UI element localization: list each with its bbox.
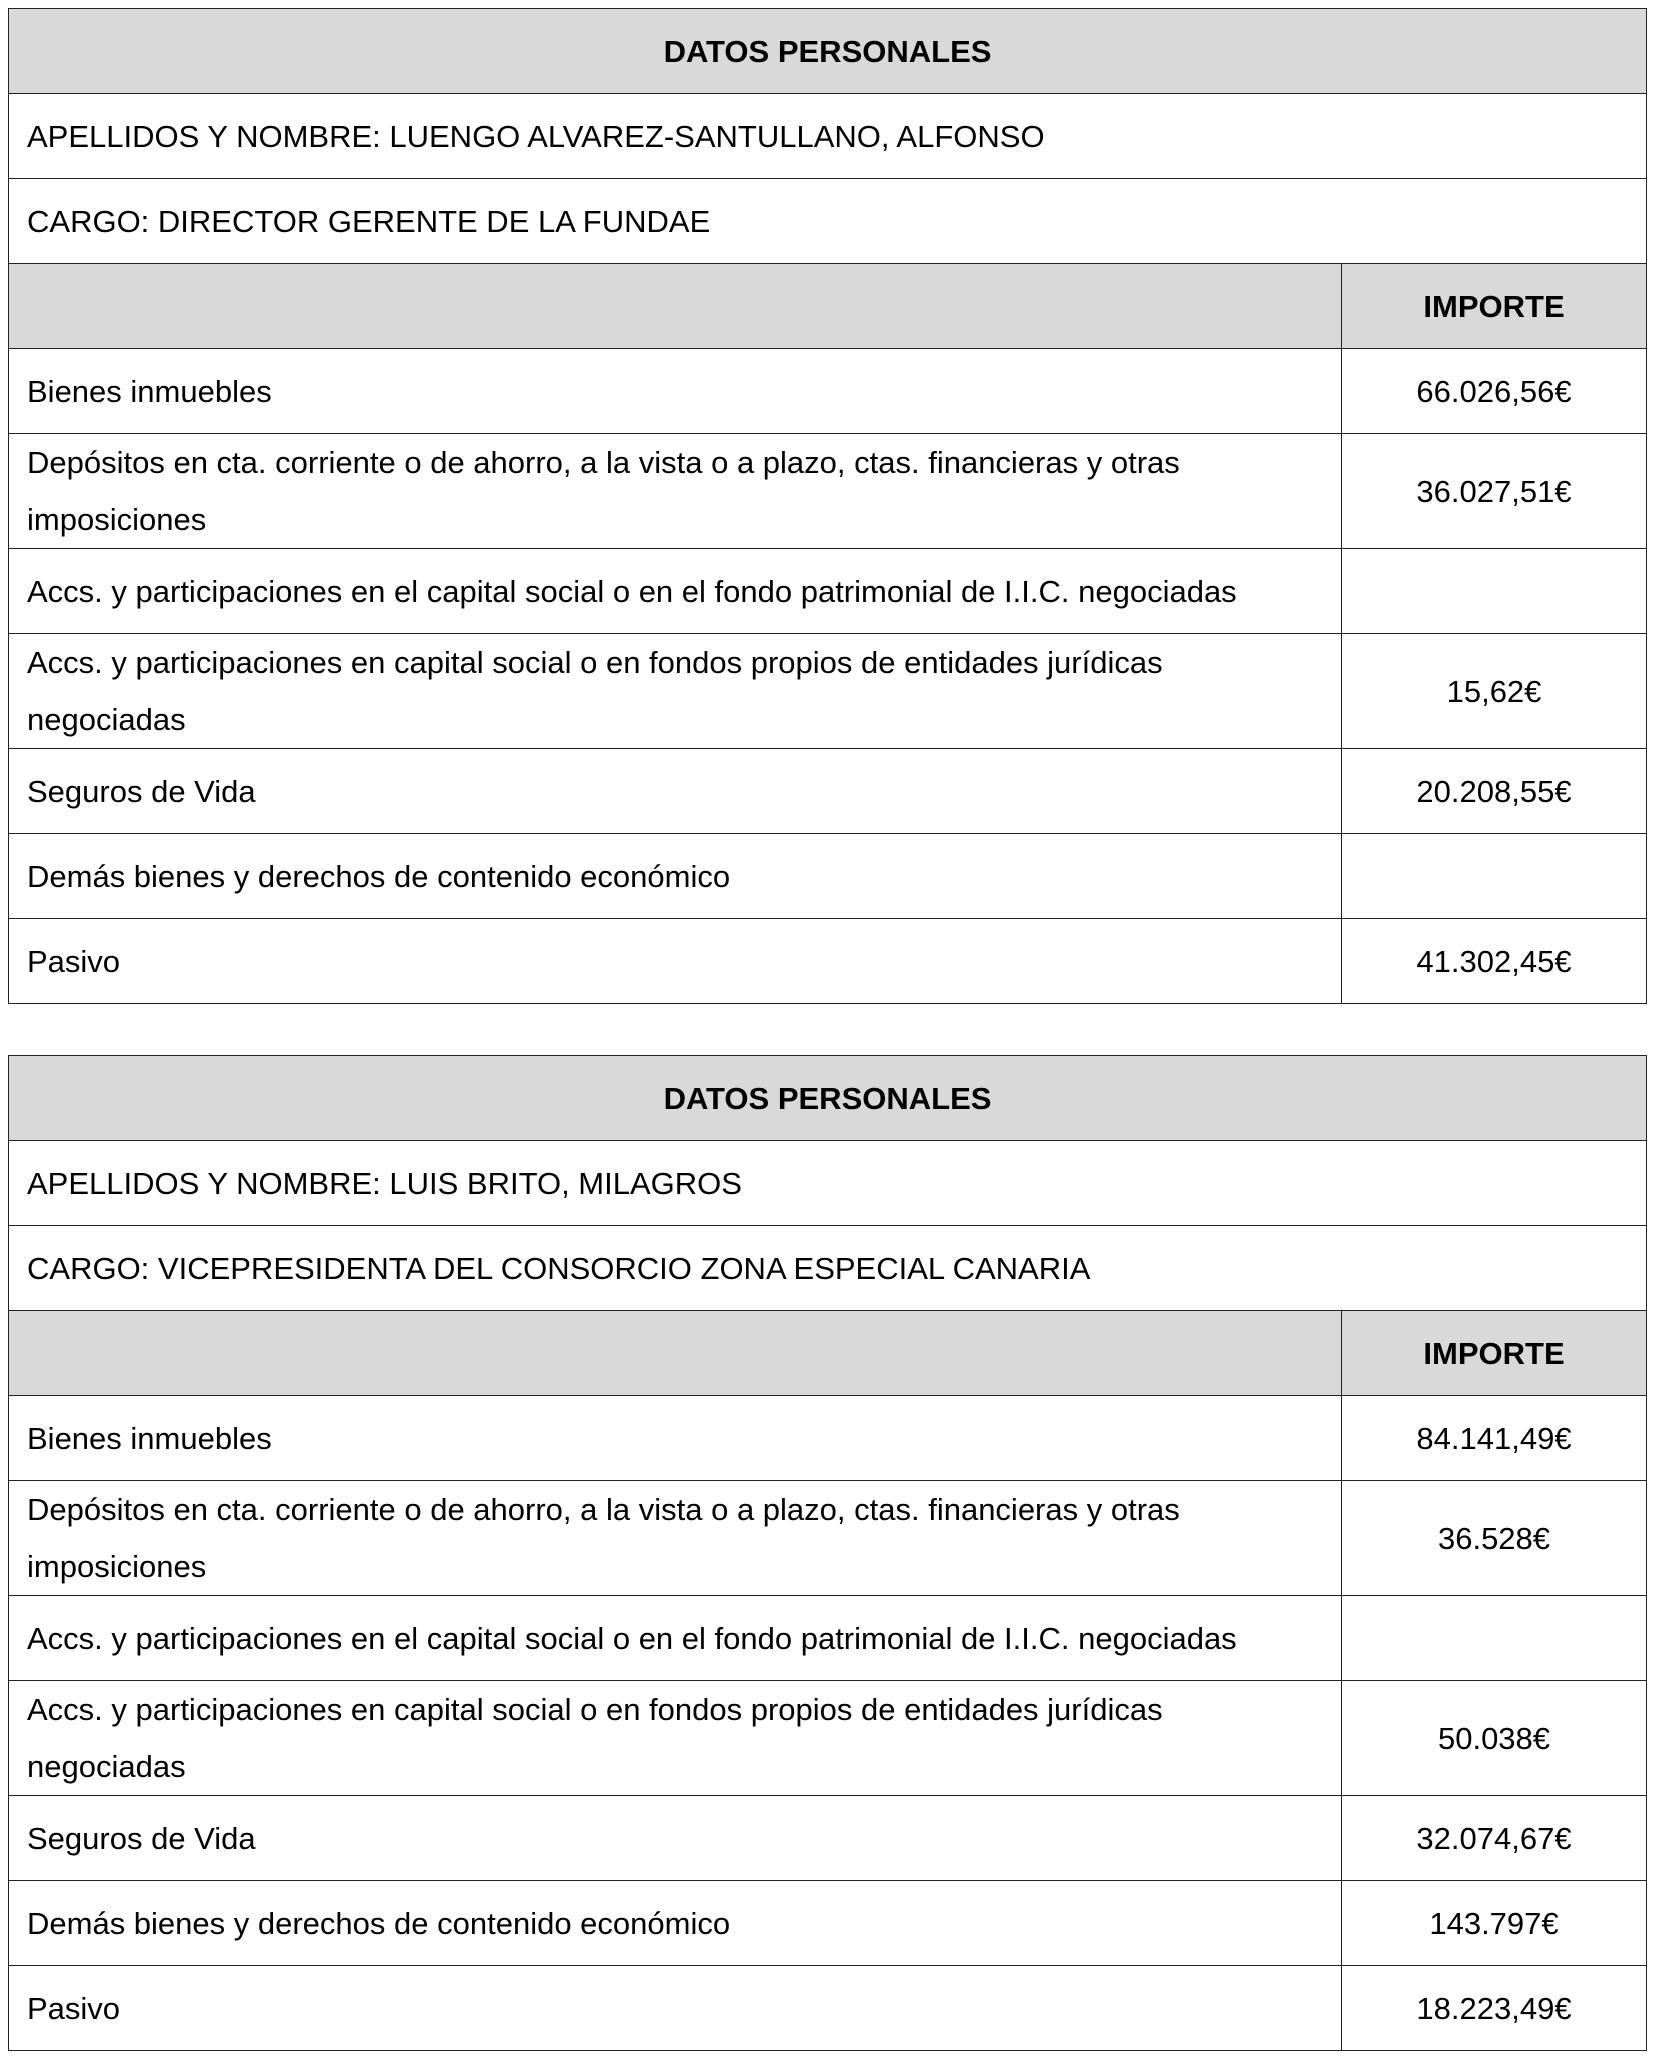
declaration-table	[8, 1055, 1647, 2051]
table-row	[9, 434, 1647, 549]
name-row	[9, 1141, 1647, 1226]
row-amount: 36.027,51€	[1342, 434, 1647, 549]
table-row	[9, 1796, 1647, 1881]
amount-header: IMPORTE	[1342, 1311, 1647, 1396]
row-label: Accs. y participaciones en el capital social o en el fondo patrimonial de I.I.C. negociadas	[9, 1596, 1342, 1681]
table-row	[9, 1966, 1647, 2051]
row-amount: 32.074,67€	[1342, 1796, 1647, 1881]
table-row	[9, 1881, 1647, 1966]
blank-header-cell	[9, 264, 1342, 349]
cargo-row	[9, 1226, 1647, 1311]
table-row	[9, 1681, 1647, 1796]
row-label: Seguros de Vida	[9, 1796, 1342, 1881]
section-header-row	[9, 9, 1647, 94]
name-line: APELLIDOS Y NOMBRE: LUENGO ALVAREZ-SANTULLANO, ALFONSO	[9, 94, 1647, 179]
row-label: Demás bienes y derechos de contenido económico	[9, 834, 1342, 919]
row-amount: 20.208,55€	[1342, 749, 1647, 834]
blank-header-cell	[9, 1311, 1342, 1396]
row-amount: 143.797€	[1342, 1881, 1647, 1966]
row-label: Demás bienes y derechos de contenido económico	[9, 1881, 1342, 1966]
row-label: Bienes inmuebles	[9, 349, 1342, 434]
row-label: Accs. y participaciones en capital social o en fondos propios de entidades jurídicas negociadas	[9, 1681, 1342, 1796]
row-amount: 36.528€	[1342, 1481, 1647, 1596]
table-row	[9, 834, 1647, 919]
row-label: Bienes inmuebles	[9, 1396, 1342, 1481]
row-amount: 18.223,49€	[1342, 1966, 1647, 2051]
row-amount	[1342, 834, 1647, 919]
row-label: Seguros de Vida	[9, 749, 1342, 834]
row-label: Accs. y participaciones en el capital social o en el fondo patrimonial de I.I.C. negociadas	[9, 549, 1342, 634]
cargo-row	[9, 179, 1647, 264]
row-amount: 15,62€	[1342, 634, 1647, 749]
row-amount: 50.038€	[1342, 1681, 1647, 1796]
row-label: Depósitos en cta. corriente o de ahorro, a la vista o a plazo, ctas. financieras y otras imposiciones	[9, 434, 1342, 549]
table-row	[9, 749, 1647, 834]
section-header-row	[9, 1056, 1647, 1141]
name-row	[9, 94, 1647, 179]
table-row	[9, 1481, 1647, 1596]
row-label: Accs. y participaciones en capital social o en fondos propios de entidades jurídicas negociadas	[9, 634, 1342, 749]
cargo-line: CARGO: VICEPRESIDENTA DEL CONSORCIO ZONA ESPECIAL CANARIA	[9, 1226, 1647, 1311]
row-label: Pasivo	[9, 1966, 1342, 2051]
table-row	[9, 1396, 1647, 1481]
cargo-line: CARGO: DIRECTOR GERENTE DE LA FUNDAE	[9, 179, 1647, 264]
declaration-table	[8, 8, 1647, 1004]
table-row	[9, 549, 1647, 634]
row-amount	[1342, 1596, 1647, 1681]
name-line: APELLIDOS Y NOMBRE: LUIS BRITO, MILAGROS	[9, 1141, 1647, 1226]
row-amount: 66.026,56€	[1342, 349, 1647, 434]
table-row	[9, 349, 1647, 434]
amount-header-row	[9, 264, 1647, 349]
section-title: DATOS PERSONALES	[9, 9, 1647, 94]
row-amount: 41.302,45€	[1342, 919, 1647, 1004]
section-title: DATOS PERSONALES	[9, 1056, 1647, 1141]
row-amount: 84.141,49€	[1342, 1396, 1647, 1481]
table-row	[9, 919, 1647, 1004]
row-amount	[1342, 549, 1647, 634]
amount-header-row	[9, 1311, 1647, 1396]
table-row	[9, 634, 1647, 749]
row-label: Depósitos en cta. corriente o de ahorro, a la vista o a plazo, ctas. financieras y otras imposiciones	[9, 1481, 1342, 1596]
row-label: Pasivo	[9, 919, 1342, 1004]
amount-header: IMPORTE	[1342, 264, 1647, 349]
table-row	[9, 1596, 1647, 1681]
